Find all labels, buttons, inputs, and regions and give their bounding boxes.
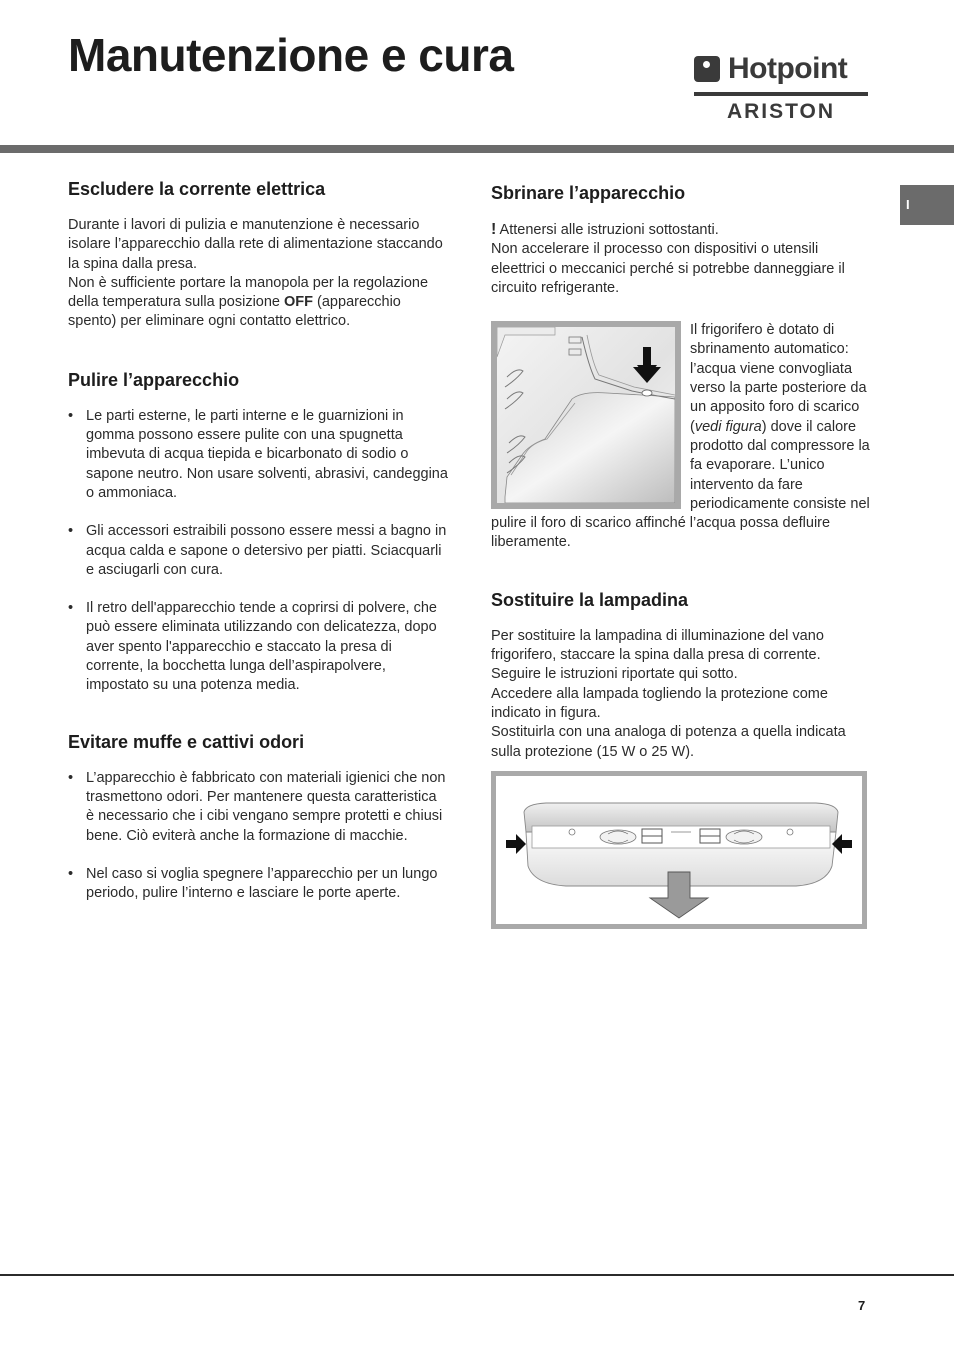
brand-logo	[694, 52, 868, 124]
section-heading-power: Escludere la corrente elettrica	[68, 179, 326, 199]
mold-list	[68, 769, 448, 904]
section-heading-mold: Evitare muffe e cattivi odori	[68, 731, 305, 752]
list-item: • Il retro dell'apparecchio tende a coprirsi di polvere, che può essere eliminata utilizzando con delicatezza, dopo aver spento l'apparecchio e staccato la presa di corrente, la bocchetta lunga dell’aspirapolvere, impostato su una potenza media.	[68, 599, 448, 695]
list-item: • Le parti esterne, le parti interne e le guarnizioni in gomma possono essere pulite con una spugnetta imbevuta di acqua tiepida e bicarbonato di sodio o sapone neutro. Non usare solventi, abrasivi, candeggina o ammoniaca.	[68, 407, 448, 503]
page-title: Manutenzione e cura	[68, 29, 514, 81]
hotpoint-logo-icon	[694, 56, 720, 82]
section-heading-lamp: Sostituire la lampadina	[491, 589, 689, 610]
see-figure-ref: vedi figura	[694, 418, 762, 435]
power-paragraph-2	[68, 274, 448, 332]
logo-divider	[694, 92, 868, 96]
off-label: OFF	[284, 294, 314, 311]
header-bar	[0, 145, 954, 153]
logo-brand-text: Hotpoint	[728, 52, 848, 85]
warning-text: Attenersi alle istruzioni sottostanti.	[496, 222, 719, 238]
list-item: • Gli accessori estraibili possono essere messi a bagno in acqua calda e sapone o detersivo per piatti. Sciacquarli e asciugarli con cura.	[68, 522, 448, 580]
cleaning-list	[68, 407, 448, 696]
power-paragraph-2-text: Non è sufficiente portare la manopola per la regolazione della temperatura sulla posizione	[68, 274, 429, 311]
defrost-paragraph-1: Non accelerare il processo con dispositivi o utensili eleettrici o meccanici perché si potrebbe danneggiare il circuito refrigerante.	[491, 241, 845, 296]
defrost-paragraph-2-text: Il frigorifero è dotato di sbrinamento automatico: l’acqua viene convogliata verso la parte posteriore da un apposito foro di scarico (	[690, 322, 867, 435]
lamp-paragraph-2: Accedere alla lampada togliendo la protezione come indicato in figura.	[491, 685, 828, 721]
list-item: • Nel caso si voglia spegnere l’apparecchio per un lungo periodo, pulire l’interno e lasciare le porte aperte.	[68, 865, 448, 904]
left-column	[68, 176, 448, 903]
defrost-figure-block	[491, 321, 871, 553]
section-heading-cleaning: Pulire l’apparecchio	[68, 369, 240, 390]
footer-rule	[0, 1274, 954, 1276]
defrost-warning	[491, 220, 871, 240]
section-heading-defrost: Sbrinare l’apparecchio	[491, 183, 686, 203]
logo-sub-text: ARISTON	[726, 100, 836, 123]
fridge-interior-illustration	[497, 327, 675, 503]
list-item: • L’apparecchio è fabbricato con materiali igienici che non trasmettono odori. Per mantenere questa caratteristica è necessario che i cibi vengano sempre protetti e chiusi bene. Ciò eviterà anche la formazione di macchie.	[68, 769, 448, 846]
lamp-cover-figure	[491, 771, 867, 929]
lamp-cover-illustration	[496, 776, 862, 924]
lamp-paragraph-3: Sostituirla con una analoga di potenza a quella indicata sulla protezione (15 W o 25 W).	[491, 724, 846, 760]
drain-hole-figure	[491, 321, 681, 509]
power-paragraph-1: Durante i lavori di pulizia e manutenzione è necessario isolare l’apparecchio dalla rete di alimentazione staccando la spina dalla presa.	[68, 217, 443, 272]
power-paragraph-2-tail: (apparecchio spento) per eliminare ogni contatto elettrico.	[68, 294, 401, 330]
right-column	[491, 180, 871, 929]
language-tab: I	[900, 185, 954, 225]
lamp-paragraph-1: Per sostituire la lampadina di illuminazione del vano frigorifero, staccare la spina dalla presa di corrente. Seguire le istruzioni riportate qui sotto.	[491, 627, 824, 683]
warning-icon: !	[491, 221, 497, 238]
defrost-paragraph-2-tail: ) dove il calore prodotto dal compressore la fa evaporare. L’unico intervento da fare periodicamente consiste nel pulire il foro di scarico affinché l’acqua possa defluire liberamente.	[491, 418, 870, 551]
page-number: 7	[858, 1298, 866, 1313]
